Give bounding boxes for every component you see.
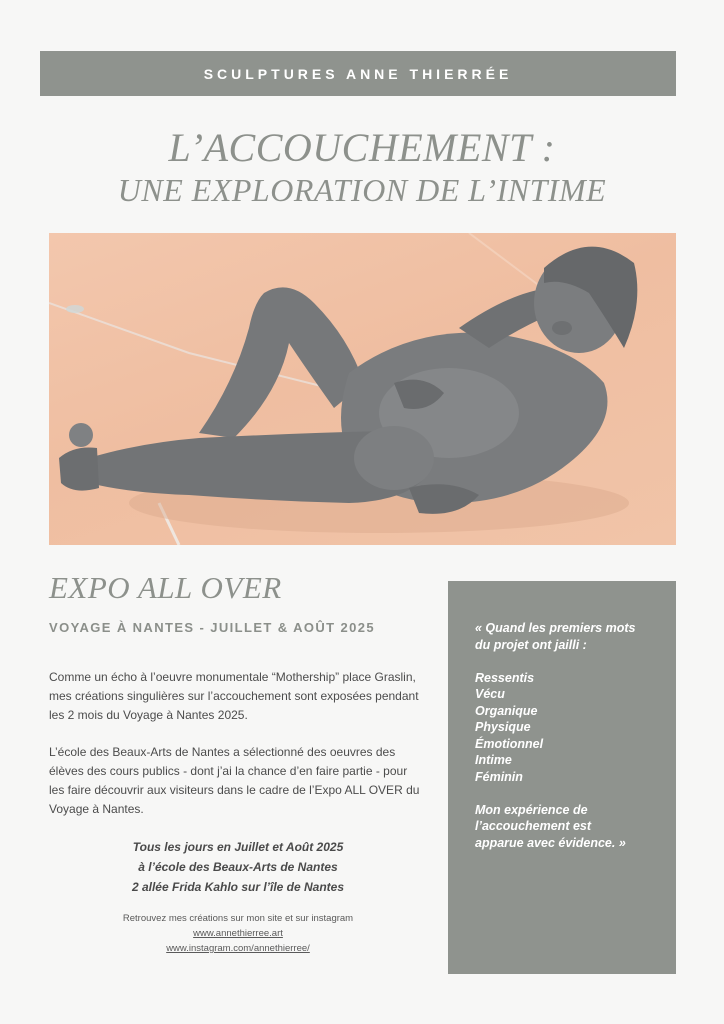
expo-schedule [49, 837, 427, 897]
quote-text [475, 620, 665, 851]
header-banner [40, 51, 676, 96]
expo-paragraph-1: Comme un écho à l’oeuvre monumentale “Mothership” place Graslin, mes créations singulières sur l’accouchement sont exposées pendant les 2 mois du Voyage à Nantes 2025. [49, 670, 419, 722]
schedule-line: Tous les jours en Juillet et Août 2025 [132, 840, 344, 854]
expo-title: EXPO ALL OVER [49, 570, 282, 605]
sculpture-photo [49, 233, 676, 545]
quote-word: Vécu [475, 687, 505, 701]
main-title-line1: L’ACCOUCHEMENT : [168, 125, 556, 170]
quote-closing-line: apparue avec évidence. » [475, 835, 626, 850]
quote-intro-line: « Quand les premiers mots [475, 621, 636, 635]
quote-box [448, 581, 676, 974]
links-intro: Retrouvez mes créations sur mon site et sur instagram [122, 913, 354, 924]
quote-word: Émotionnel [475, 736, 544, 751]
quote-word: Organique [475, 703, 538, 718]
quote-closing-line: Mon expérience de [475, 802, 588, 817]
quote-intro-line: du projet ont jailli : [475, 637, 587, 652]
quote-word: Ressentis [475, 670, 535, 685]
instagram-link[interactable]: www.instagram.com/annethierree/ [166, 943, 310, 954]
schedule-line: à l’école des Beaux-Arts de Nantes [138, 860, 338, 874]
quote-word: Intime [475, 753, 512, 767]
expo-subtitle: VOYAGE À NANTES - JUILLET & AOÛT 2025 [49, 620, 376, 635]
quote-word: Physique [475, 720, 531, 734]
quote-closing-line: l’accouchement est [475, 819, 592, 833]
sculpture-illustration [49, 233, 676, 545]
website-link[interactable]: www.annethierree.art [193, 928, 283, 939]
links-block [49, 911, 427, 956]
quote-word: Féminin [475, 769, 523, 784]
main-title-line2: UNE EXPLORATION DE L’INTIME [117, 172, 607, 208]
expo-paragraph-2: L’école des Beaux-Arts de Nantes a sélectionné des oeuvres des élèves des cours publics - dont j’ai la chance d’en faire partie - pour les faire découvrir aux visiteurs dans le cadre de l’Expo ALL OVER du Voyage à Nantes. [49, 745, 420, 816]
schedule-line: 2 allée Frida Kahlo sur l’île de Nantes [131, 880, 345, 894]
banner-text: SCULPTURES ANNE THIERRÉE [203, 65, 513, 82]
